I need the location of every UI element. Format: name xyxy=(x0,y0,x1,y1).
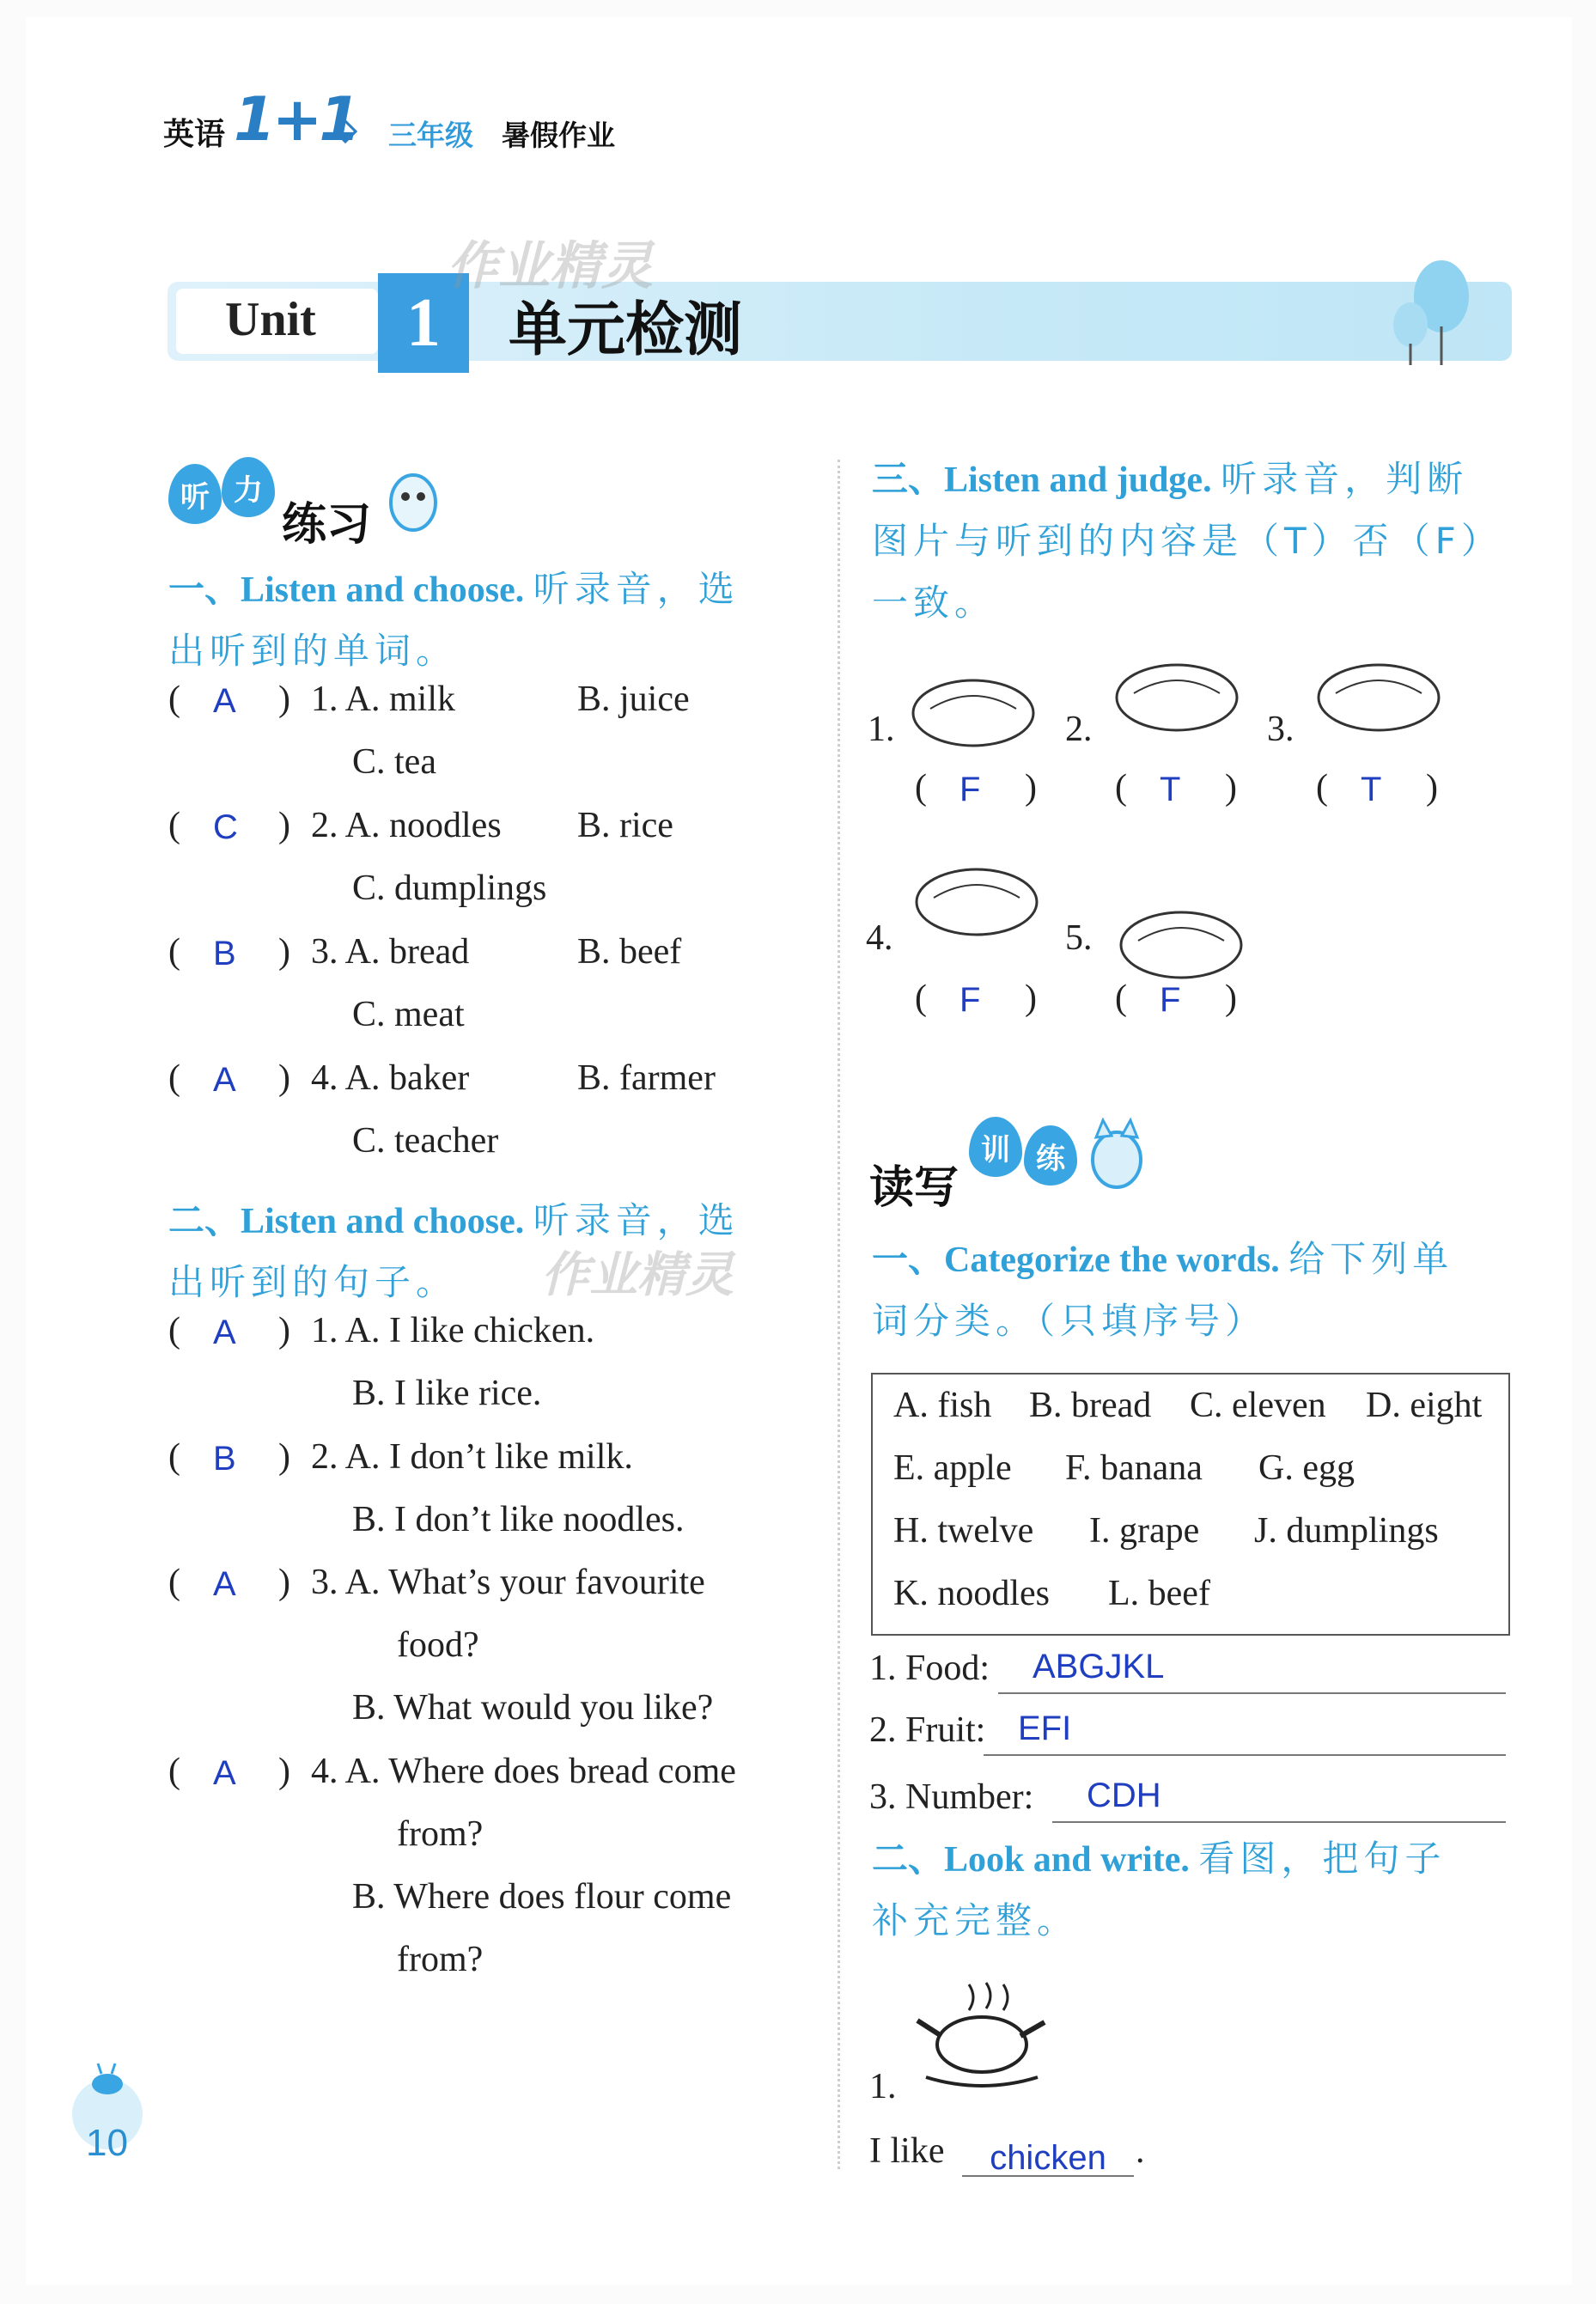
open-paren: ( xyxy=(168,932,180,972)
q2-option-a-cont: food? xyxy=(397,1625,479,1665)
q2-option-a: 4. A. Where does bread come xyxy=(311,1752,736,1791)
judge-number-2: 2. xyxy=(1065,710,1093,749)
section-1-title-cont: 出听到的单词。 xyxy=(168,630,458,672)
watermark-top: 作业精灵 xyxy=(447,236,653,296)
judge-answer-2[interactable]: T xyxy=(1160,771,1181,808)
rw-section-2-title-cont: 补充完整。 xyxy=(872,1899,1079,1941)
category-label-3: 3. Number: xyxy=(869,1777,1034,1817)
q1-option-c: C. teacher xyxy=(352,1121,499,1161)
rw-section-1-title-cont: 词分类。（只填序号） xyxy=(872,1300,1267,1342)
category-answer-2: EFI xyxy=(1018,1710,1072,1747)
open-paren: ( xyxy=(168,1752,180,1791)
q1-option-c: C. meat xyxy=(352,995,465,1034)
close-paren: ) xyxy=(1225,768,1237,808)
q2-option-b: B. I like rice. xyxy=(352,1374,542,1413)
q2-option-b: B. I don’t like noodles. xyxy=(352,1500,685,1539)
close-paren: ) xyxy=(278,932,290,972)
section-2-title-cont: 出听到的句子。 xyxy=(168,1261,458,1303)
open-paren: ( xyxy=(915,978,927,1018)
noodle-bowl-icon xyxy=(904,850,1050,945)
cat-mascot-icon xyxy=(1084,1117,1148,1194)
write-1-number: 1. xyxy=(869,2067,897,2106)
q1-answer-3[interactable]: B xyxy=(213,935,236,972)
word-bank-item: E. apple xyxy=(893,1448,1012,1488)
q1-option-a: 4. A. baker xyxy=(311,1058,470,1098)
rw-section-1-title: 一、Categorize the words. 给下列单 xyxy=(872,1238,1454,1280)
fish-plate-icon xyxy=(1108,893,1254,988)
word-bank-item: H. twelve xyxy=(893,1511,1034,1551)
roast-chicken-icon xyxy=(909,1976,1055,2096)
open-paren: ( xyxy=(168,1437,180,1477)
word-bank-item: B. bread xyxy=(1029,1386,1152,1425)
unit-number: 1 xyxy=(378,273,469,373)
close-paren: ) xyxy=(278,806,290,845)
penguin-icon xyxy=(383,464,443,533)
close-paren: ) xyxy=(278,1563,290,1602)
q2-option-b: B. What would you like? xyxy=(352,1688,714,1728)
judge-answer-4[interactable]: F xyxy=(959,981,981,1019)
q2-option-a: 1. A. I like chicken. xyxy=(311,1311,595,1350)
trees-icon xyxy=(1374,249,1486,369)
q1-option-c: C. tea xyxy=(352,742,436,782)
q1-answer-4[interactable]: A xyxy=(213,1061,236,1099)
column-divider xyxy=(838,460,840,2169)
close-paren: ) xyxy=(1225,978,1237,1018)
q1-answer-2[interactable]: C xyxy=(213,808,238,846)
q2-option-a: 3. A. What’s your favourite xyxy=(311,1563,705,1602)
q2-answer-3[interactable]: A xyxy=(213,1565,236,1603)
word-bank-item: K. noodles xyxy=(893,1574,1050,1613)
section-3-title-cont: 图片与听到的内容是（T）否（F） xyxy=(872,520,1502,562)
section-3-title-end: 一致。 xyxy=(872,582,996,624)
close-paren: ) xyxy=(278,1058,290,1098)
q1-option-c: C. dumplings xyxy=(352,869,547,908)
header-type: 暑假作业 xyxy=(502,119,615,152)
rw-section-2-title: 二、Look and write. 看图，把句子 xyxy=(872,1838,1447,1880)
q2-option-b: B. Where does flour come xyxy=(352,1877,732,1917)
q2-answer-1[interactable]: A xyxy=(213,1314,236,1351)
category-label-1: 1. Food: xyxy=(869,1649,990,1688)
close-paren: ) xyxy=(1025,768,1037,808)
vegetable-basket-icon xyxy=(1306,646,1452,741)
q1-option-a: 3. A. bread xyxy=(311,932,470,972)
word-bank-item: L. beef xyxy=(1108,1574,1210,1613)
unit-word: Unit xyxy=(225,293,316,346)
open-paren: ( xyxy=(915,768,927,808)
section-2-title: 二、Listen and choose. 听录音，选 xyxy=(168,1199,740,1241)
write-1-answer: chicken xyxy=(990,2139,1106,2177)
word-bank-item: F. banana xyxy=(1065,1448,1203,1488)
judge-number-5: 5. xyxy=(1065,918,1093,958)
q1-option-a: 2. A. noodles xyxy=(311,806,502,845)
word-bank-item: A. fish xyxy=(893,1386,992,1425)
readwrite-blob-1: 训 xyxy=(969,1117,1022,1177)
category-label-2: 2. Fruit: xyxy=(869,1710,986,1750)
readwrite-heading: 读写 xyxy=(869,1162,959,1214)
open-paren: ( xyxy=(168,1563,180,1602)
q2-option-a-cont: from? xyxy=(397,1814,484,1854)
word-bank-item: I. grape xyxy=(1089,1511,1200,1551)
open-paren: ( xyxy=(168,806,180,845)
judge-number-3: 3. xyxy=(1267,710,1294,749)
q2-option-b-cont: from? xyxy=(397,1940,484,1979)
listening-heading: 练习 xyxy=(282,499,372,551)
judge-answer-3[interactable]: T xyxy=(1361,771,1382,808)
close-paren: ) xyxy=(278,1311,290,1350)
header-subject: 英语 xyxy=(163,117,226,152)
close-paren: ) xyxy=(1025,978,1037,1018)
q1-option-b: B. rice xyxy=(577,806,673,845)
close-paren: ) xyxy=(278,1752,290,1791)
header-brand-logo: 1+1 xyxy=(234,84,358,155)
word-bank-item: D. eight xyxy=(1366,1386,1483,1425)
write-1-prefix: I like xyxy=(869,2131,945,2171)
section-1-title: 一、Listen and choose. 听录音，选 xyxy=(168,568,740,610)
close-paren: ) xyxy=(278,680,290,719)
judge-number-1: 1. xyxy=(868,710,895,749)
write-1-period: . xyxy=(1136,2131,1145,2171)
word-bank-item: G. egg xyxy=(1258,1448,1355,1488)
open-paren: ( xyxy=(1316,768,1328,808)
q2-answer-4[interactable]: A xyxy=(213,1754,236,1792)
judge-answer-5[interactable]: F xyxy=(1160,981,1181,1019)
watermark-mid: 作业精灵 xyxy=(541,1247,734,1303)
open-paren: ( xyxy=(1115,978,1127,1018)
open-paren: ( xyxy=(168,680,180,719)
word-bank-item: J. dumplings xyxy=(1254,1511,1439,1551)
open-paren: ( xyxy=(1115,768,1127,808)
close-paren: ) xyxy=(278,1437,290,1477)
judge-number-4: 4. xyxy=(866,918,893,958)
listen-blob-1: 听 xyxy=(168,464,222,524)
q1-option-b: B. juice xyxy=(577,680,690,719)
section-3-title: 三、Listen and judge. 听录音，判断 xyxy=(872,458,1469,500)
close-paren: ) xyxy=(1426,768,1438,808)
word-bank-item: C. eleven xyxy=(1190,1386,1326,1425)
q1-option-a: 1. A. milk xyxy=(311,680,456,719)
q2-answer-2[interactable]: B xyxy=(213,1440,236,1478)
unit-title: 单元检测 xyxy=(509,296,743,364)
open-paren: ( xyxy=(168,1311,180,1350)
judge-answer-1[interactable]: F xyxy=(959,771,981,808)
category-answer-1: ABGJKL xyxy=(1033,1648,1165,1685)
q1-answer-1[interactable]: A xyxy=(213,682,236,720)
q2-option-a: 2. A. I don’t like milk. xyxy=(311,1437,633,1477)
category-answer-3: CDH xyxy=(1087,1777,1161,1814)
q1-option-b: B. farmer xyxy=(577,1058,716,1098)
open-paren: ( xyxy=(168,1058,180,1098)
q1-option-b: B. beef xyxy=(577,932,682,972)
readwrite-blob-2: 练 xyxy=(1024,1125,1077,1186)
listen-blob-2: 力 xyxy=(222,457,275,517)
write-1-blank[interactable] xyxy=(962,2139,1134,2177)
snail-icon xyxy=(86,2062,129,2096)
fruit-basket-icon xyxy=(900,661,1046,756)
dumplings-plate-icon xyxy=(1104,646,1250,741)
header-grade: 三年级 xyxy=(388,119,473,152)
page-number: 10 xyxy=(86,2122,128,2164)
